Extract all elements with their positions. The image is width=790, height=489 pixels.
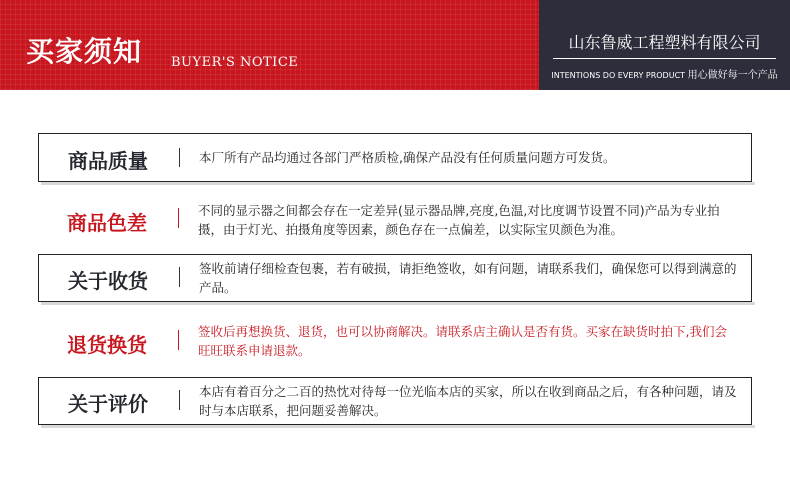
notice-review	[38, 377, 752, 425]
company-banner	[539, 0, 790, 90]
notice-label: 商品质量	[68, 149, 148, 173]
notice-returns	[38, 318, 750, 368]
notice-text: 本厂所有产品均通过各部门严格质检,确保产品没有任何质量问题方可发货。	[199, 150, 616, 165]
separator	[179, 390, 180, 410]
notice-text: 不同的显示器之间都会存在一定差异(显示器品牌,亮度,色温,对比度调节设置不同)产品为专业拍摄，由于灯光、拍摄角度等因素，颜色存在一点偏差，以实际宝贝颜色为准。	[198, 203, 720, 237]
notice-text: 签收前请仔细检查包裹，若有破损，请拒绝签收，如有问题，请联系我们，确保您可以得到满意的产品。	[199, 261, 737, 295]
page-header	[0, 0, 790, 90]
notice-text: 签收后再想换货、退货，也可以协商解决。请联系店主确认是否有货。买家在缺货时拍下,我们会旺旺联系申请退款。	[198, 324, 727, 358]
box-shadow	[41, 302, 755, 305]
notice-label: 商品色差	[67, 211, 147, 235]
company-slogan	[539, 66, 790, 81]
slogan-cn: 用心做好每一个产品	[687, 70, 778, 81]
box-shadow	[41, 182, 755, 185]
company-name: 山东鲁威工程塑料有限公司	[568, 33, 761, 52]
page-title: 买家须知	[26, 35, 143, 68]
notice-text: 本店有着百分之二百的热忱对待每一位光临本店的买家，所以在收到商品之后，有各种问题，请及时与本店联系，把问题妥善解决。	[199, 384, 737, 418]
notice-label: 关于评价	[68, 392, 148, 416]
divider	[553, 58, 776, 59]
separator	[179, 267, 180, 287]
slogan-en: INTENTIONS DO EVERY PRODUCT	[551, 71, 686, 80]
header-title-banner	[0, 0, 539, 90]
notice-quality	[38, 133, 752, 182]
page-subtitle: BUYER'S NOTICE	[171, 55, 299, 70]
separator	[178, 208, 179, 228]
notice-label: 关于收货	[68, 269, 148, 293]
separator	[179, 148, 180, 167]
separator	[178, 330, 179, 350]
notice-receiving	[38, 254, 752, 302]
notice-label: 退货换货	[67, 333, 147, 357]
box-shadow	[41, 425, 755, 428]
notice-color-difference	[38, 196, 750, 246]
